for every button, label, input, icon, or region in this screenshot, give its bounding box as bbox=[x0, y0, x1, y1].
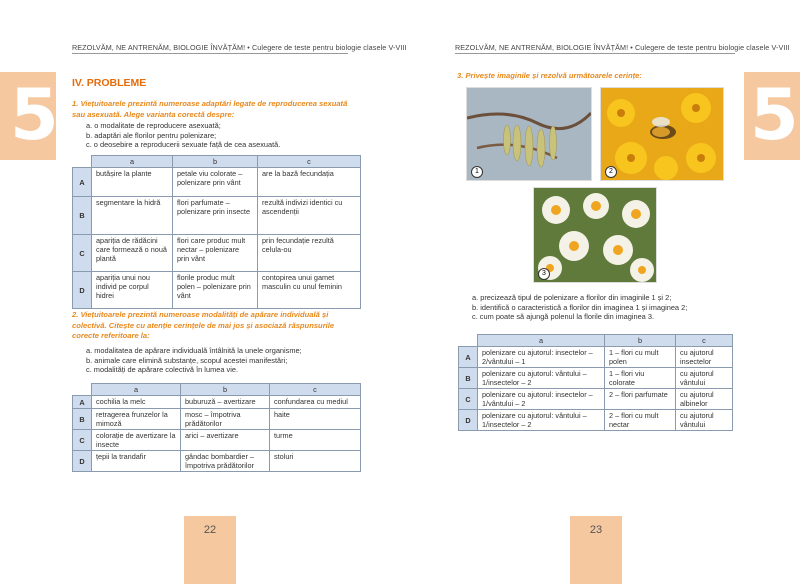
table-cell: are la bază fecundația bbox=[258, 168, 361, 197]
table-cell: haite bbox=[270, 409, 361, 430]
table-cell: 1 – flori cu mult polen bbox=[605, 347, 676, 368]
left-header-rule bbox=[72, 53, 348, 54]
table-cell: polenizare cu ajutorul: insectelor – 2/vântului – 1 bbox=[478, 347, 605, 368]
table-cell: polenizare cu ajutorul: vântului – 1/insectelor – 2 bbox=[478, 410, 605, 431]
right-page-footer bbox=[570, 516, 622, 584]
table-row bbox=[73, 430, 361, 451]
column-header: b bbox=[181, 384, 270, 396]
row-label: D bbox=[73, 451, 92, 472]
task1-table bbox=[72, 155, 361, 309]
table-cell: polenizare cu ajutorul: vântului – 1/insectelor – 2 bbox=[478, 368, 605, 389]
table-cell: mosc – împotriva prădătorilor bbox=[181, 409, 270, 430]
catkins-illustration bbox=[467, 88, 591, 180]
task2-option-a: a. modalitatea de apărare individuală întâlnită la unele organisme; bbox=[86, 346, 302, 355]
table-cell: contopirea unui gamet masculin cu unul feminin bbox=[258, 272, 361, 309]
table-cell: confundarea cu mediul bbox=[270, 396, 361, 409]
task1-option-a: a. o modalitate de reproducere asexuată; bbox=[86, 121, 221, 130]
photo-label-1: 1 bbox=[471, 166, 483, 178]
table-cell: 1 – flori viu colorate bbox=[605, 368, 676, 389]
column-header: c bbox=[676, 335, 733, 347]
task2-option-c: c. modalități de apărare colectivă în lumea vie. bbox=[86, 365, 238, 375]
task3-options bbox=[472, 293, 742, 322]
left-chapter-tab bbox=[0, 72, 59, 160]
row-label: D bbox=[459, 410, 478, 431]
table-cell: apariția unui nou individ pe corpul hidrei bbox=[92, 272, 173, 309]
table-cell: segmentare la hidră bbox=[92, 197, 173, 235]
table-cell: rezultă indivizi identici cu ascendenții bbox=[258, 197, 361, 235]
table-row bbox=[459, 410, 733, 431]
table-row bbox=[459, 389, 733, 410]
row-label: B bbox=[459, 368, 478, 389]
task3-option-c: c. cum poate să ajungă polenul la florile din imaginea 3. bbox=[472, 312, 655, 322]
table-cell: apariția de rădăcini care formează o nouă plantă bbox=[92, 235, 173, 272]
task2-prompt: 2. Viețuitoarele prezintă numeroase modalități de apărare individuală și colectivă. Citește cu atenție cerințele de mai jos și asociază răspunsurile corecte referitoare la: bbox=[72, 310, 335, 340]
column-header: a bbox=[478, 335, 605, 347]
column-header: c bbox=[270, 384, 361, 396]
table-row bbox=[73, 168, 361, 197]
row-label: C bbox=[73, 235, 92, 272]
bee-flowers-illustration bbox=[601, 88, 723, 180]
photo-catkins bbox=[466, 87, 592, 181]
task2-options bbox=[86, 346, 366, 375]
table-corner bbox=[73, 156, 92, 168]
left-page-footer bbox=[184, 516, 236, 584]
page-number-right: 23 bbox=[589, 524, 603, 536]
photo-narcissus bbox=[533, 187, 657, 283]
column-header: c bbox=[258, 156, 361, 168]
table-row bbox=[73, 409, 361, 430]
table-cell: 2 – flori cu mult nectar bbox=[605, 410, 676, 431]
row-label: A bbox=[73, 168, 92, 197]
table-row bbox=[459, 368, 733, 389]
column-header: b bbox=[173, 156, 258, 168]
table-row bbox=[73, 235, 361, 272]
row-label: C bbox=[73, 430, 92, 451]
table-row bbox=[73, 197, 361, 235]
right-chapter-tab bbox=[744, 72, 800, 160]
left-page-header: REZOLVĂM, NE ANTRENĂM, BIOLOGIE ÎNVĂȚĂM! • Culegere de teste pentru biologie clasele V-VIII bbox=[72, 43, 407, 52]
table-cell: butășire la plante bbox=[92, 168, 173, 197]
table-cell: stoluri bbox=[270, 451, 361, 472]
table-cell: polenizare cu ajutorul: insectelor – 1/vântului – 2 bbox=[478, 389, 605, 410]
table-cell: cu ajutorul albinelor bbox=[676, 389, 733, 410]
narcissus-illustration bbox=[534, 188, 656, 282]
task1-prompt: 1. Viețuitoarele prezintă numeroase adaptări legate de reproducerea sexuată sau asexuată. Alege varianta corectă despre: bbox=[72, 99, 348, 119]
table-row bbox=[73, 272, 361, 309]
task1-option-c: c. o deosebire a reproducerii sexuate față de cea asexuată. bbox=[86, 140, 281, 150]
table-cell: retragerea frunzelor la mimoză bbox=[92, 409, 181, 430]
row-label: D bbox=[73, 272, 92, 309]
table-cell: gândac bombardier – împotriva prădătorilor bbox=[181, 451, 270, 472]
table-cell: țepii la trandafir bbox=[92, 451, 181, 472]
table-cell: cu ajutorul insectelor bbox=[676, 347, 733, 368]
table-cell: turme bbox=[270, 430, 361, 451]
table-cell: arici – avertizare bbox=[181, 430, 270, 451]
task3-prompt: 3. Privește imaginile și rezolvă următoarele cerințe: bbox=[457, 71, 642, 80]
table-cell: cu ajutorul vântului bbox=[676, 368, 733, 389]
page-number-left: 22 bbox=[203, 524, 217, 536]
table-cell: flori parfumate – polenizare prin insecte bbox=[173, 197, 258, 235]
column-header: a bbox=[92, 156, 173, 168]
right-header-rule bbox=[455, 53, 735, 54]
left-chapter-number: 5 bbox=[10, 74, 59, 156]
table-cell: cochilia la melc bbox=[92, 396, 181, 409]
task2-option-b: b. animale care elimină substanțe, scopul acestei manifestări; bbox=[86, 355, 288, 365]
table-cell: petale viu colorate – polenizare prin vânt bbox=[173, 168, 258, 197]
table-cell: buburuză – avertizare bbox=[181, 396, 270, 409]
right-page-header: REZOLVĂM, NE ANTRENĂM, BIOLOGIE ÎNVĂȚĂM! • Culegere de teste pentru biologie clasele V-VIII bbox=[455, 43, 790, 52]
row-label: C bbox=[459, 389, 478, 410]
table-cell: colorație de avertizare la insecte bbox=[92, 430, 181, 451]
table-row bbox=[459, 347, 733, 368]
table-cell: 2 – flori parfumate bbox=[605, 389, 676, 410]
table-corner bbox=[459, 335, 478, 347]
table-row bbox=[73, 451, 361, 472]
right-chapter-number: 5 bbox=[750, 74, 799, 156]
column-header: a bbox=[92, 384, 181, 396]
photo-bee-flowers bbox=[600, 87, 724, 181]
row-label: A bbox=[73, 396, 92, 409]
table-row bbox=[73, 396, 361, 409]
task2-table bbox=[72, 383, 361, 472]
section-title: IV. PROBLEME bbox=[72, 77, 147, 89]
task3-table bbox=[458, 334, 733, 431]
photo-label-2: 2 bbox=[605, 166, 617, 178]
row-label: B bbox=[73, 409, 92, 430]
table-cell: prin fecundație rezultă celula-ou bbox=[258, 235, 361, 272]
task3-option-a: a. precizează tipul de polenizare a florilor din imaginile 1 și 2; bbox=[472, 293, 672, 302]
task1-option-b: b. adaptări ale florilor pentru polenizare; bbox=[86, 130, 217, 140]
task3-option-b: b. identifică o caracteristică a florilor din imaginea 1 și imaginea 2; bbox=[472, 302, 688, 312]
row-label: B bbox=[73, 197, 92, 235]
table-cell: flori care produc mult nectar – polenizare prin vânt bbox=[173, 235, 258, 272]
table-cell: cu ajutorul vântului bbox=[676, 410, 733, 431]
table-corner bbox=[73, 384, 92, 396]
table-cell: florile produc mult polen – polenizare prin vânt bbox=[173, 272, 258, 309]
column-header: b bbox=[605, 335, 676, 347]
row-label: A bbox=[459, 347, 478, 368]
photo-label-3: 3 bbox=[538, 268, 550, 280]
task1-options bbox=[86, 121, 366, 150]
